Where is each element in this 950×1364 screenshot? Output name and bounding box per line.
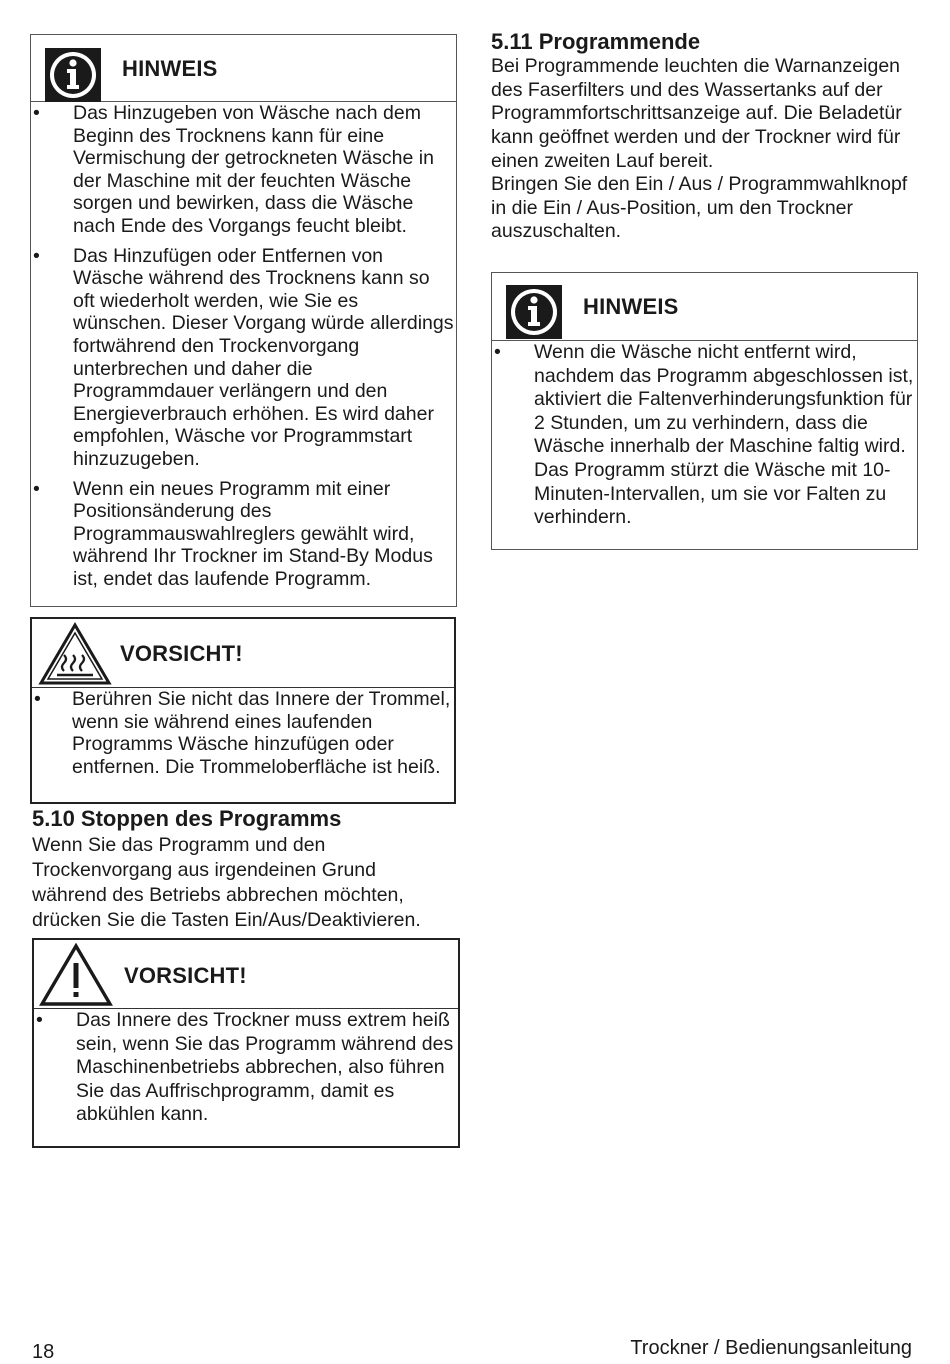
section-5-11-text-2: Bringen Sie den Ein / Aus / Programmwahlknopf in die Ein / Aus-Position, um den Trockner auszuschalten. — [491, 173, 908, 243]
vorsicht-box-2-title: VORSICHT! — [124, 963, 247, 988]
list-item-text: Berühren Sie nicht das Innere der Trommel, wenn sie während eines laufenden Programms Wäsche hinzufügen oder entfernen. Die Trommeloberfläche ist heiß. — [72, 688, 451, 778]
footer-doc-title: Trockner / Bedienungsanleitung — [630, 1337, 912, 1359]
list-item-text: Wenn die Wäsche nicht entfernt wird, nachdem das Programm abgeschlossen ist, aktiviert die Faltenverhinderungsfunktion für 2 Stunden, um zu verhindern, dass die Wäsche innerhalb der Maschine faltig wird. Das Programm stürzt die Wäsche mit 10-Minuten-Intervallen, um sie vor Falten zu verhindern. — [534, 341, 914, 529]
info-icon — [45, 48, 101, 102]
hinweis-box-1-header — [31, 35, 456, 102]
section-5-11-text-1: Bei Programmende leuchten die Warnanzeigen des Faserfilters und des Wassertanks auf der Programmfortschrittsanzeige auf. Die Beladetür kann geöffnet werden und der Trockner wird für einen zweiten Lauf bereit. — [491, 55, 902, 172]
list-item — [31, 102, 456, 238]
bullet: • — [36, 1009, 43, 1031]
hinweis-box-1-title: HINWEIS — [122, 56, 218, 81]
list-item — [32, 688, 454, 778]
list-item-text: Das Innere des Trockner muss extrem heiß sein, wenn Sie das Programm während des Maschinenbetriebs abbrechen, also führen Sie das Auffrischprogramm, damit es abkühlen kann. — [76, 1009, 454, 1125]
bullet: • — [33, 102, 40, 124]
vorsicht-box-1-title: VORSICHT! — [120, 641, 243, 666]
vorsicht-box-2 — [32, 938, 460, 1148]
list-item-text: Wenn ein neues Programm mit einer Positionsänderung des Programmauswahlreglers gewählt wird, während Ihr Trockner im Stand-By Modus ist, endet das laufende Programm. — [73, 477, 433, 590]
list-item-text: Das Hinzugeben von Wäsche nach dem Beginn des Trocknens kann für eine Vermischung der getrockneten Wäsche in der Maschine mit der feuchten Wäsche sorgen und bewirken, dass die Wäsche nach Ende des Vorgangs feucht bleibt. — [73, 102, 434, 237]
hinweis-box-2-header — [492, 273, 917, 341]
list-item — [31, 478, 456, 591]
bullet: • — [33, 244, 40, 267]
bullet: • — [494, 341, 501, 363]
list-item — [492, 341, 917, 530]
hot-surface-warning-icon — [38, 622, 112, 686]
vorsicht-box-1-list — [32, 688, 454, 778]
exclamation-warning-icon — [39, 943, 113, 1007]
info-icon — [506, 285, 562, 339]
list-item-text: Das Hinzufügen oder Entfernen von Wäsche während des Trocknens kann so oft wiederholt werden, wie Sie es wünschen. Dieser Vorgang würde allerdings fortwährend den Trockenvorgang unterbrechen und daher die Programmdauer verlängern und den Energieverbrauch erhöhen. Es wird daher empfohlen, Wäsche vor Programmstart hinzuzugeben. — [73, 244, 454, 470]
hinweis-box-1 — [30, 34, 457, 607]
hinweis-box-2-list — [492, 341, 917, 530]
vorsicht-box-1 — [30, 617, 456, 804]
hinweis-box-2 — [491, 272, 918, 550]
vorsicht-box-2-header — [34, 940, 458, 1009]
hinweis-box-1-list — [31, 102, 456, 590]
bullet: • — [33, 477, 40, 500]
section-5-10-text: Wenn Sie das Programm und den Trockenvorgang aus irgendeinen Grund während des Betriebs abbrechen möchten, drücken Sie die Tasten Ein/Aus/Deaktivieren. — [32, 834, 421, 931]
list-item — [31, 245, 456, 471]
page-number: 18 — [32, 1341, 55, 1363]
section-5-11-title: 5.11 Programmende — [491, 29, 701, 54]
hinweis-box-2-title: HINWEIS — [583, 294, 679, 319]
vorsicht-box-2-list — [34, 1009, 458, 1127]
section-5-10-title: 5.10 Stoppen des Programms — [32, 806, 342, 831]
vorsicht-box-1-header — [32, 619, 454, 688]
list-item — [34, 1009, 458, 1127]
bullet: • — [34, 688, 41, 710]
